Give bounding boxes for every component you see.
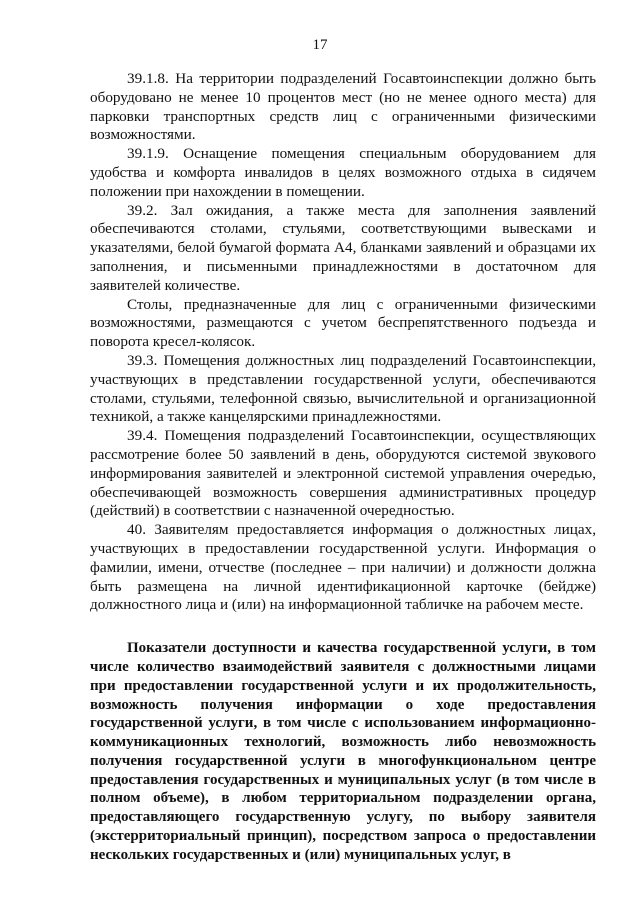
- paragraph-40: 40. Заявителям предоставляется информация о должностных лицах, участвующих в предоставлении государственной услуги. Информация о фамилии, имени, отчестве (последнее – при наличии) и должности должна быть размещена на личной идентификационной карточке (бейдже) должностного лица и (или) на информационной табличке на рабочем месте.: [90, 521, 596, 614]
- paragraph-tables: Столы, предназначенные для лиц с ограниченными физическими возможностями, размещаются с учетом беспрепятственного подъезда и поворота кресел-колясок.: [90, 295, 596, 351]
- section-heading: Показатели доступности и качества государственной услуги, в том числе количество взаимодействий заявителя с должностными лицами при предоставлении государственной услуги и их продолжительность, возможность получения информации о ходе предоставления государственной услуги, в том числе с использованием информационно-коммуникационных технологий, возможность либо невозможность получения государственной услуги в многофункциональном центре предоставления государственных и муниципальных услуг (в том числе в полном объеме), в любом территориальном подразделении органа, предоставляющего государственную услугу, по выбору заявителя (экстерриториальный принцип), посредством запроса о предоставлении нескольких государственных и (или) муниципальных услуг, в: [90, 640, 596, 863]
- paragraph-39-3: 39.3. Помещения должностных лиц подразделений Госавтоинспекции, участвующих в представлении государственной услуги, обеспечиваются столами, стульями, телефонной связью, вычислительной и организационной техникой, а также канцелярскими принадлежностями.: [90, 351, 596, 426]
- paragraph-39-1-9: 39.1.9. Оснащение помещения специальным оборудованием для удобства и комфорта инвалидов в целях возможного отдыха в сидячем положении при нахождении в помещении.: [90, 145, 596, 200]
- page-number: 17: [312, 37, 328, 53]
- paragraph-39-1-8: 39.1.8. На территории подразделений Госавтоинспекции должно быть оборудовано не менее 10 процентов мест (но не менее одного места) для парковки транспортных средств лиц с ограниченными физическими возможностями.: [90, 70, 596, 144]
- document-body: [90, 70, 596, 865]
- paragraph-39-4: 39.4. Помещения подразделений Госавтоинспекции, осуществляющих рассмотрение более 50 заявлений в день, оборудуются системой звукового информирования заявителей и электронной системой управления очередью, обеспечивающей возможность совершения административных процедур (действий) в соответствии с назначенной очередностью.: [90, 427, 596, 520]
- paragraph-39-2: 39.2. Зал ожидания, а также места для заполнения заявлений обеспечиваются столами, стульями, соответствующими вывесками и указателями, белой бумагой формата А4, бланками заявлений и образцами их заполнения, и письменными принадлежностями в достаточном для заявителей количестве.: [90, 201, 596, 294]
